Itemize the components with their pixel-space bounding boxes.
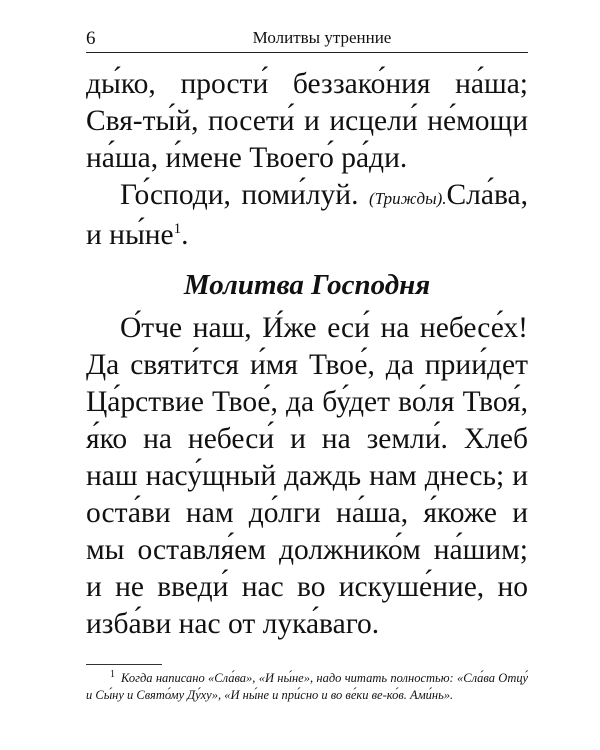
footnote-text: Когда написано «Сла́ва», «И ны́не», надо читать полностью: «Сла́ва Отцу́ и Сы́ну и Свято́му Ду́ху», «И ны́не и при́сно и во ве́ки ве-ко́в. Ами́нь».	[86, 671, 528, 702]
gospodi-text: Го́споди, поми́луй.	[120, 179, 359, 211]
prayer-title: Молитва Господня	[183, 269, 431, 301]
footnote-divider	[86, 664, 162, 665]
footnote	[86, 670, 528, 704]
prayer-text: О́тче наш, И́же еси́ на небесе́х! Да святи́тся и́мя Твое́, да прии́дет Ца́рствие Твое́, да бу́дет во́ля Твоя́, я́ко на небеси́ и на земли́. Хлеб наш насу́щный даждь нам днесь; и оста́ви нам до́лги на́ша, я́коже и мы оставля́ем должнико́м на́шим; и не введи́ нас во искуше́ние, но изба́ви нас от лука́ваго.	[86, 312, 528, 640]
slava-text: Сла́ва, и ны́не	[86, 179, 528, 251]
continuation-paragraph: ды́ко, прости́ беззако́ния на́ша; Свя-ты́й, посети́ и исцели́ не́мощи на́ша, и́мене Твоего́ ра́ди.	[86, 68, 528, 174]
page-header	[86, 24, 528, 53]
footnote-marker: 1	[110, 668, 115, 680]
footnote-reference: 1	[173, 221, 182, 238]
trizhdy-note: (Трижды).	[368, 189, 447, 208]
page-number: 6	[86, 28, 96, 49]
running-head: Молитвы утренние	[252, 28, 392, 47]
gospodi-paragraph	[86, 177, 528, 254]
slava-end: .	[181, 219, 189, 251]
